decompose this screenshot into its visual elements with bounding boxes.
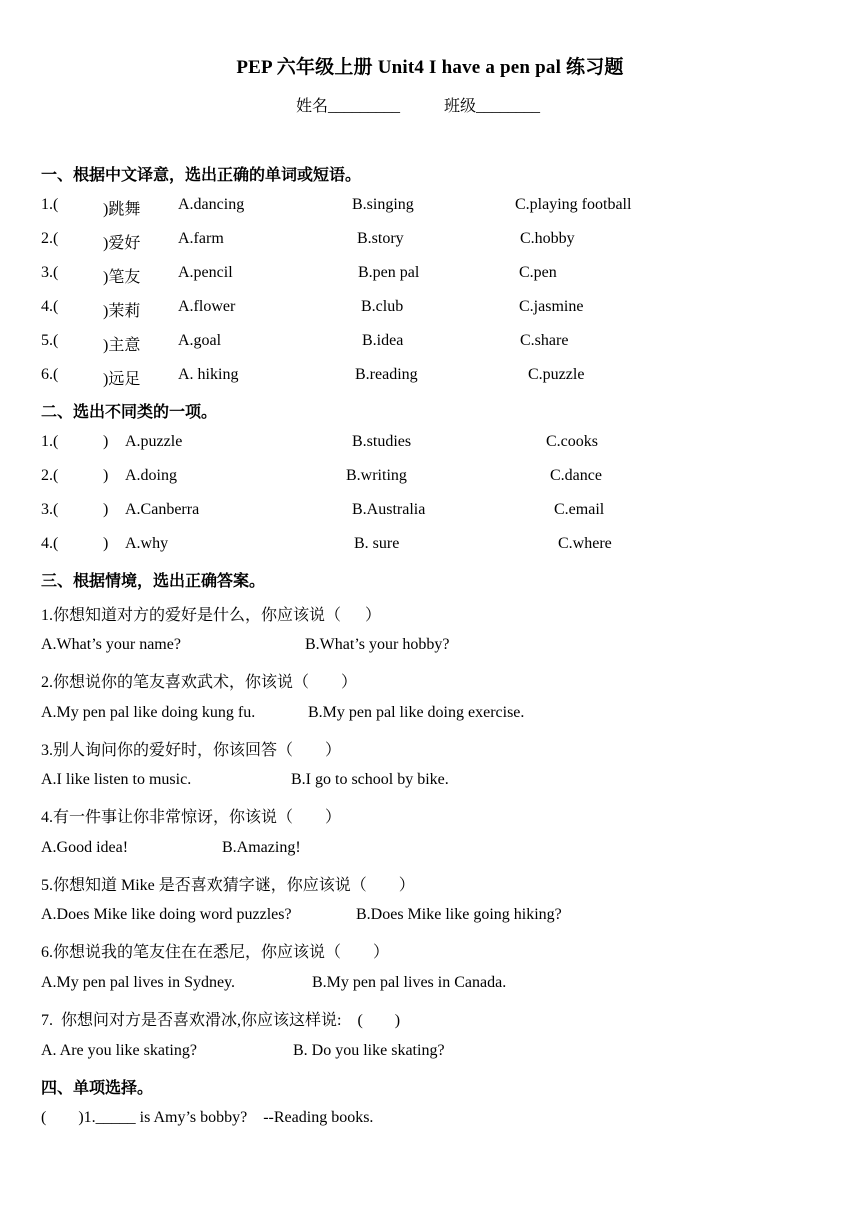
option-a: A.why — [125, 535, 169, 552]
option-c: C.jasmine — [519, 298, 584, 315]
question-text: 4.有一件事让你非常惊讶，你该说（ ） — [41, 809, 342, 826]
class-field-label: 班级________ — [444, 98, 541, 115]
answer-option-b: B. Do you like skating? — [293, 1042, 445, 1059]
option-c: C.share — [520, 332, 569, 349]
option-a: A.pencil — [178, 264, 233, 281]
answer-option-a: A.Good idea! — [41, 839, 129, 856]
option-c: C.dance — [550, 467, 602, 484]
option-a: A.goal — [178, 332, 222, 349]
answer-option-b: B.My pen pal like doing exercise. — [308, 704, 525, 721]
option-a: A.flower — [178, 298, 236, 315]
question-text: ( )1._____ is Amy’s bobby? --Reading books. — [41, 1109, 374, 1126]
item-prompt: )主意 — [103, 337, 141, 354]
item-number: 3.( — [41, 501, 59, 518]
section2-heading: 二、选出不同类的一项。 — [41, 402, 218, 421]
item-prompt: ) — [103, 535, 109, 552]
item-number: 2.( — [41, 467, 59, 484]
option-a: A.farm — [178, 230, 224, 247]
question-text: 1.你想知道对方的爱好是什么，你应该说（ ） — [41, 607, 382, 624]
item-prompt: ) — [103, 467, 109, 484]
option-c: C.pen — [519, 264, 557, 281]
option-b: B.idea — [362, 332, 404, 349]
option-b: B. sure — [354, 535, 400, 552]
section1-heading: 一、根据中文译意，选出正确的单词或短语。 — [41, 165, 362, 184]
answer-option-b: B.Does Mike like going hiking? — [356, 906, 562, 923]
item-prompt: )跳舞 — [103, 201, 141, 218]
option-c: C.where — [558, 535, 612, 552]
item-number: 5.( — [41, 332, 59, 349]
question-text: 6.你想说我的笔友住在在悉尼，你应该说（ ） — [41, 944, 390, 961]
item-prompt: )笔友 — [103, 269, 141, 286]
option-b: B.reading — [355, 366, 418, 383]
answer-option-a: A.Does Mike like doing word puzzles? — [41, 906, 292, 923]
question-text: 7. 你想问对方是否喜欢滑冰,你应该这样说: ( ) — [41, 1012, 401, 1029]
option-b: B.Australia — [352, 501, 426, 518]
answer-option-a: A.I like listen to music. — [41, 771, 192, 788]
option-c: C.puzzle — [528, 366, 585, 383]
page-title: PEP 六年级上册 Unit4 I have a pen pal 练习题 — [236, 57, 624, 78]
option-c: C.playing football — [515, 196, 632, 213]
item-number: 6.( — [41, 366, 59, 383]
question-text: 5.你想知道 Mike 是否喜欢猜字谜，你应该说（ ） — [41, 877, 415, 894]
option-a: A.doing — [125, 467, 177, 484]
option-b: B.story — [357, 230, 404, 247]
answer-option-b: B.Amazing! — [222, 839, 301, 856]
item-prompt: ) — [103, 501, 109, 518]
answer-option-a: A.My pen pal lives in Sydney. — [41, 974, 236, 991]
item-prompt: ) — [103, 433, 109, 450]
option-b: B.club — [361, 298, 404, 315]
option-b: B.studies — [352, 433, 412, 450]
option-b: B.pen pal — [358, 264, 420, 281]
section3-heading: 三、根据情境，选出正确答案。 — [41, 571, 266, 590]
name-class-bar — [296, 93, 540, 116]
item-prompt: )爱好 — [103, 235, 141, 252]
item-number: 1.( — [41, 433, 59, 450]
option-c: C.cooks — [546, 433, 598, 450]
option-a: A.puzzle — [125, 433, 183, 450]
option-a: A. hiking — [178, 366, 239, 383]
answer-option-b: B.What’s your hobby? — [305, 636, 450, 653]
option-a: A.dancing — [178, 196, 245, 213]
answer-option-b: B.My pen pal lives in Canada. — [312, 974, 507, 991]
item-number: 4.( — [41, 535, 59, 552]
answer-option-a: A. Are you like skating? — [41, 1042, 197, 1059]
option-c: C.email — [554, 501, 605, 518]
option-b: B.singing — [352, 196, 414, 213]
item-number: 3.( — [41, 264, 59, 281]
option-c: C.hobby — [520, 230, 575, 247]
section4-heading: 四、单项选择。 — [41, 1078, 154, 1097]
item-prompt: )茉莉 — [103, 303, 141, 320]
answer-option-a: A.My pen pal like doing kung fu. — [41, 704, 256, 721]
answer-option-b: B.I go to school by bike. — [291, 771, 449, 788]
option-a: A.Canberra — [125, 501, 200, 518]
item-number: 1.( — [41, 196, 59, 213]
question-text: 2.你想说你的笔友喜欢武术，你该说（ ） — [41, 674, 358, 691]
item-number: 2.( — [41, 230, 59, 247]
name-field-label: 姓名_________ — [296, 98, 401, 115]
item-number: 4.( — [41, 298, 59, 315]
option-b: B.writing — [346, 467, 407, 484]
answer-option-a: A.What’s your name? — [41, 636, 181, 653]
item-prompt: )远足 — [103, 371, 141, 388]
question-text: 3.别人询问你的爱好时，你该回答（ ） — [41, 742, 342, 759]
